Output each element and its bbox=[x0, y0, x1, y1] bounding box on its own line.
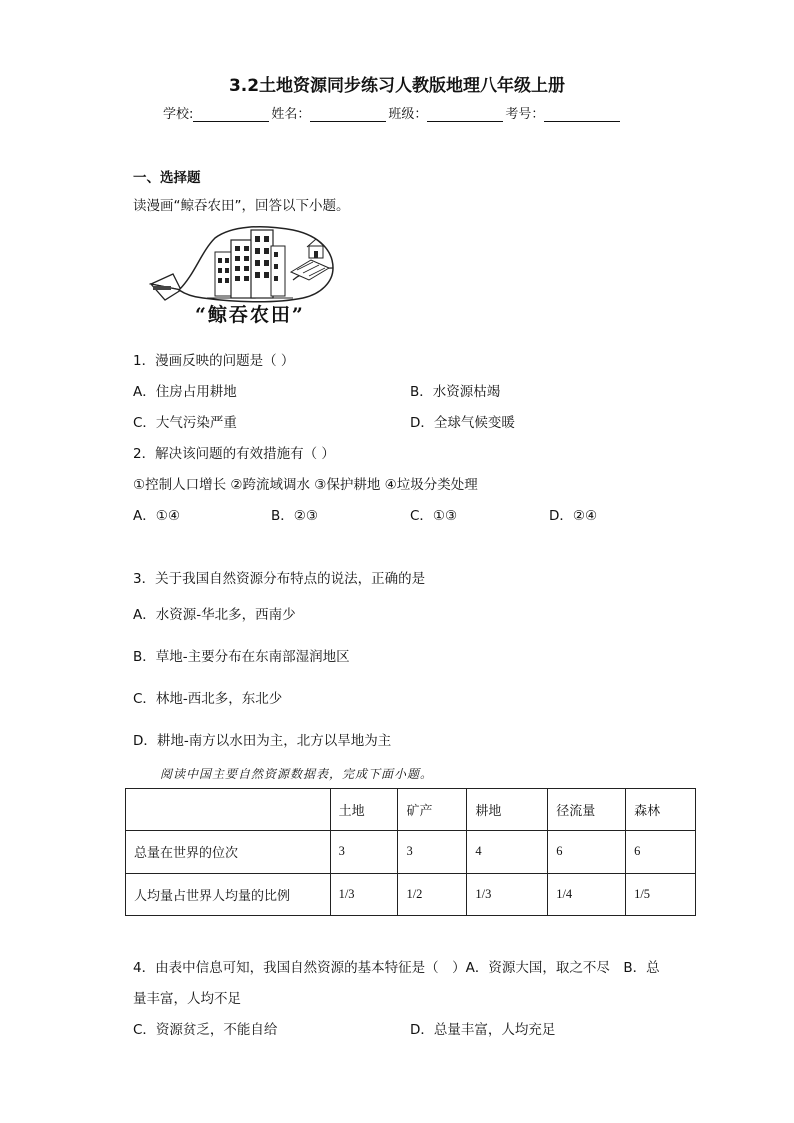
table-header-cell: 径流量 bbox=[548, 789, 626, 831]
table-cell: 1/3 bbox=[330, 873, 398, 915]
class-field[interactable] bbox=[427, 107, 503, 122]
q2-choices: ①控制人口增长 ②跨流域调水 ③保护耕地 ④垃圾分类处理 bbox=[133, 477, 478, 493]
q3-stem: 3．关于我国自然资源分布特点的说法，正确的是 bbox=[133, 571, 426, 587]
whale-cartoon bbox=[143, 222, 343, 332]
q1-option-b[interactable]: B．水资源枯竭 bbox=[410, 384, 501, 400]
table-cell: 3 bbox=[398, 831, 467, 873]
table-cell: 4 bbox=[467, 831, 548, 873]
name-field[interactable] bbox=[310, 107, 386, 122]
q2-option-c[interactable]: C．①③ bbox=[410, 508, 458, 524]
q2-stem: 2．解决该问题的有效措施有（ ） bbox=[133, 446, 335, 462]
cartoon-intro: 读漫画“鲸吞农田”，回答以下小题。 bbox=[133, 198, 350, 214]
table-header-cell bbox=[126, 789, 331, 831]
q2-option-b[interactable]: B．②③ bbox=[271, 508, 318, 524]
q3-option-a[interactable]: A．水资源-华北多，西南少 bbox=[133, 607, 296, 623]
table-cell: 1/2 bbox=[398, 873, 467, 915]
q1-option-c[interactable]: C．大气污染严重 bbox=[133, 415, 237, 431]
table-row-label: 总量在世界的位次 bbox=[126, 831, 331, 873]
q3-option-b[interactable]: B．草地-主要分布在东南部湿润地区 bbox=[133, 649, 350, 665]
table-cell: 1/3 bbox=[467, 873, 548, 915]
table-header-cell: 森林 bbox=[626, 789, 696, 831]
table-cell: 6 bbox=[626, 831, 696, 873]
q4-option-c[interactable]: C．资源贫乏，不能自给 bbox=[133, 1022, 278, 1038]
table-header-cell: 矿产 bbox=[398, 789, 467, 831]
table-row bbox=[126, 831, 696, 873]
exam-number-label: 考号： bbox=[505, 107, 545, 122]
table-row bbox=[126, 873, 696, 915]
page-title: 3.2土地资源同步练习人教版地理八年级上册 bbox=[228, 76, 566, 96]
cartoon-caption: “鲸吞农田” bbox=[195, 304, 305, 326]
exam-number-field[interactable] bbox=[544, 107, 620, 122]
school-label: 学校: bbox=[163, 107, 194, 122]
q4-stem-line2: 量丰富，人均不足 bbox=[133, 991, 241, 1007]
q3-option-d[interactable]: D．耕地-南方以水田为主，北方以旱地为主 bbox=[133, 733, 392, 749]
table-cell: 3 bbox=[330, 831, 398, 873]
table-note: 阅读中国主要自然资源数据表，完成下面小题。 bbox=[160, 767, 434, 781]
table-cell: 1/5 bbox=[626, 873, 696, 915]
table-cell: 1/4 bbox=[548, 873, 626, 915]
school-field[interactable] bbox=[193, 107, 269, 122]
q4-option-d[interactable]: D．总量丰富，人均充足 bbox=[410, 1022, 556, 1038]
student-info-line bbox=[163, 103, 622, 122]
class-label: 班级： bbox=[388, 107, 428, 122]
q3-option-c[interactable]: C．林地-西北多，东北少 bbox=[133, 691, 283, 707]
table-cell: 6 bbox=[548, 831, 626, 873]
resource-data-table bbox=[125, 788, 696, 916]
q4-stem-line1: 4．由表中信息可知，我国自然资源的基本特征是（ ）A．资源大国，取之不尽 B．总 bbox=[133, 960, 660, 976]
q1-option-d[interactable]: D．全球气候变暖 bbox=[410, 415, 515, 431]
table-header-row bbox=[126, 789, 696, 831]
q2-option-a[interactable]: A．①④ bbox=[133, 508, 180, 524]
table-header-cell: 耕地 bbox=[467, 789, 548, 831]
table-row-label: 人均量占世界人均量的比例 bbox=[126, 873, 331, 915]
q1-stem: 1．漫画反映的问题是（ ） bbox=[133, 353, 295, 369]
name-label: 姓名： bbox=[271, 107, 311, 122]
q2-option-d[interactable]: D．②④ bbox=[549, 508, 598, 524]
q1-option-a[interactable]: A．住房占用耕地 bbox=[133, 384, 237, 400]
table-header-cell: 土地 bbox=[330, 789, 398, 831]
section-heading: 一、选择题 bbox=[133, 170, 201, 186]
